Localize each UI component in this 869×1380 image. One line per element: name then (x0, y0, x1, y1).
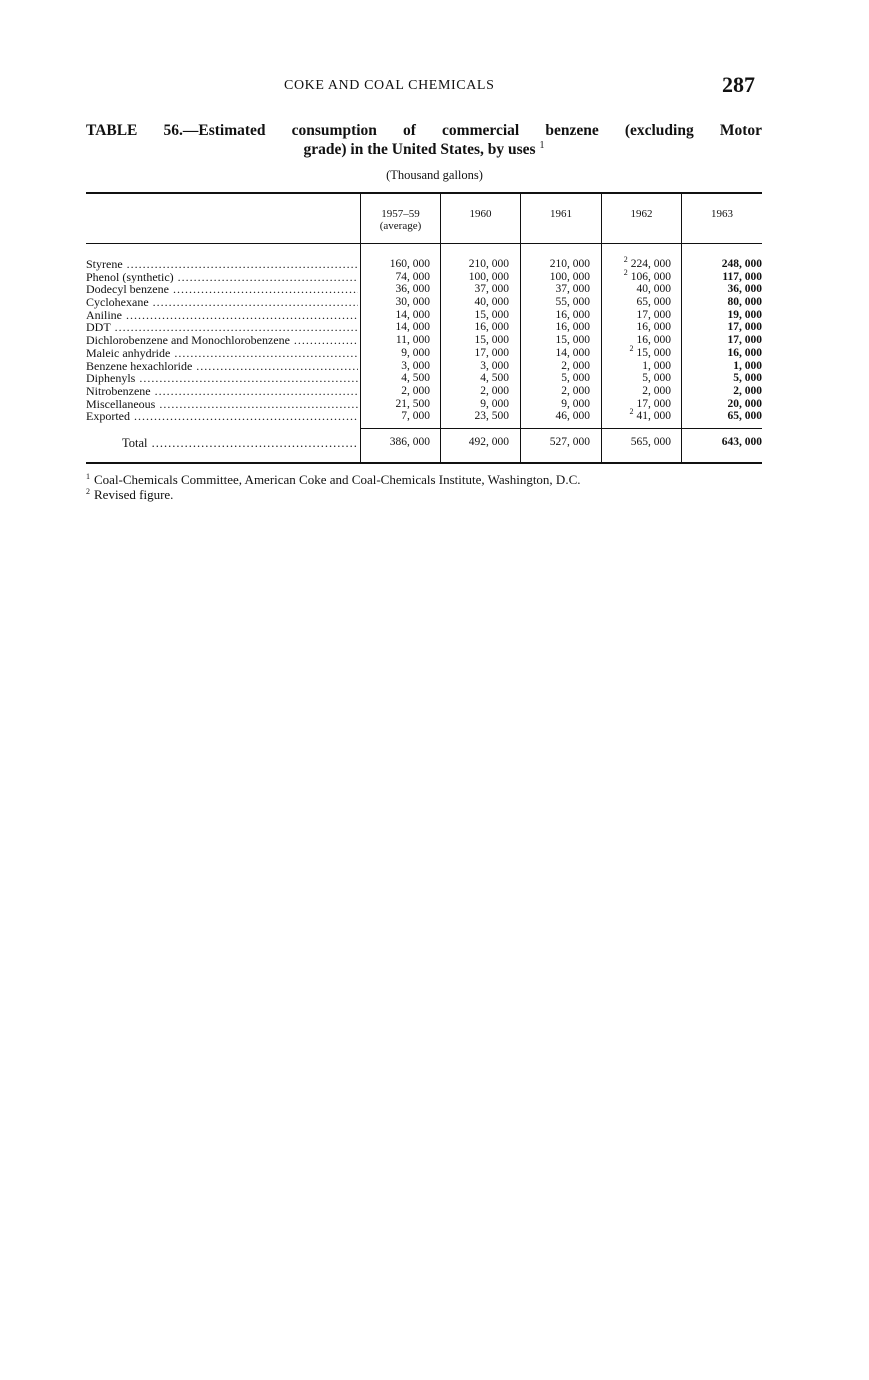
table-cell (692, 309, 762, 322)
table-cell (360, 296, 430, 309)
row-label: Miscellaneous ..... (86, 398, 358, 411)
cell-value: 37, 000 (474, 283, 509, 296)
table-cell (692, 385, 762, 398)
cell-value: 46, 000 (555, 410, 590, 423)
table-cell (601, 334, 671, 347)
cell-value: 80, 000 (727, 296, 762, 309)
table-cell (439, 309, 509, 322)
cell-value: 1, 000 (733, 359, 762, 372)
table-header-rule (86, 243, 762, 244)
table-row (86, 255, 762, 271)
row-label: Dichlorobenzene and Monochlorobenzene ..... (86, 334, 358, 347)
cell-value: 36, 000 (727, 283, 762, 296)
cell-value: 16, 000 (636, 334, 671, 347)
table-cell (692, 372, 762, 385)
cell-value: 16, 000 (636, 321, 671, 334)
row-label: Styrene ..... (86, 258, 358, 271)
table-cell (692, 321, 762, 334)
total-label: Total ..... (122, 436, 358, 451)
cell-value: 15, 000 (474, 334, 509, 347)
table-row (86, 360, 762, 373)
revised-footnote-mark: 2 (623, 267, 628, 277)
table-cell (692, 410, 762, 423)
table-row (86, 296, 762, 309)
table-cell (520, 258, 590, 271)
table-cell (439, 347, 509, 360)
table-cell (520, 271, 590, 284)
table-cell (601, 267, 671, 284)
column-header-1960: 1960 (469, 208, 492, 220)
table-units: (Thousand gallons) (386, 168, 483, 182)
cell-value: 5, 000 (733, 372, 762, 385)
table-cell (601, 372, 671, 385)
row-label: Exported ..... (86, 410, 358, 423)
table-row (86, 343, 762, 360)
revised-footnote-mark: 2 (623, 255, 628, 265)
cell-value: 55, 000 (555, 296, 590, 309)
table-cell (601, 309, 671, 322)
cell-value: 37, 000 (555, 283, 590, 296)
row-label: Phenol (synthetic) ..... (86, 271, 358, 284)
cell-value: 16, 000 (555, 321, 590, 334)
table-cell (360, 334, 430, 347)
table-cell (360, 372, 430, 385)
column-header-average: (average) (379, 220, 422, 232)
table-cell (692, 347, 762, 360)
revised-footnote-mark: 2 (629, 343, 634, 353)
table-cell (692, 334, 762, 347)
footnote (86, 472, 581, 487)
cell-value: 17, 000 (727, 334, 762, 347)
cell-value: 30, 000 (395, 296, 430, 309)
total-rule (361, 428, 762, 429)
table-row (86, 407, 762, 423)
table-row (86, 267, 762, 284)
table-cell (520, 347, 590, 360)
row-label: Benzene hexachloride ..... (86, 360, 358, 373)
table-bottom-rule (86, 462, 762, 464)
cell-value: 3, 000 (401, 359, 430, 372)
table-cell (692, 360, 762, 373)
footnote-text: Coal-Chemicals Committee, American Coke and Coal-Chemicals Institute, Washington, D.C. (94, 472, 581, 487)
cell-value: 9, 000 (480, 397, 509, 410)
cell-value: 36, 000 (395, 283, 430, 296)
table-cell (692, 258, 762, 271)
table-row (86, 283, 762, 296)
footnote-mark: 2 (86, 486, 90, 496)
table-cell (601, 296, 671, 309)
cell-value: 11, 000 (395, 334, 430, 347)
cell-value: 224, 000 (630, 258, 671, 270)
cell-value: 2, 000 (733, 384, 762, 397)
table-row (86, 309, 762, 322)
table-row (86, 398, 762, 411)
running-head: COKE AND COAL CHEMICALS (284, 78, 495, 93)
page-number: 287 (722, 72, 755, 97)
cell-value: 41, 000 (636, 410, 671, 423)
total-cell: 492, 000 (468, 436, 509, 448)
cell-value: 17, 000 (474, 346, 509, 359)
table-cell (360, 385, 430, 398)
cell-value: 40, 000 (636, 283, 671, 296)
table-cell (601, 343, 671, 360)
cell-value: 65, 000 (727, 410, 762, 423)
table-cell (439, 360, 509, 373)
table-cell (360, 360, 430, 373)
table-cell (520, 385, 590, 398)
cell-value: 15, 000 (636, 346, 671, 359)
table-cell (360, 309, 430, 322)
cell-value: 100, 000 (468, 270, 509, 283)
title-footnote-mark: 1 (539, 139, 545, 151)
table-cell (360, 283, 430, 296)
column-header-period: 1957–59 (381, 208, 420, 220)
cell-value: 15, 000 (555, 334, 590, 347)
cell-value: 17, 000 (636, 397, 671, 410)
cell-value: 23, 500 (474, 410, 509, 423)
table-row (86, 372, 762, 385)
row-label: Aniline ..... (86, 309, 358, 322)
row-label: Nitrobenzene ..... (86, 385, 358, 398)
table-cell (439, 283, 509, 296)
table-row (86, 385, 762, 398)
table-title-line2 (86, 140, 762, 159)
total-cell: 565, 000 (630, 436, 671, 448)
cell-value: 9, 000 (401, 346, 430, 359)
cell-value: 210, 000 (549, 258, 590, 270)
cell-value: 65, 000 (636, 296, 671, 309)
table-cell (601, 407, 671, 423)
table-cell (439, 271, 509, 284)
cell-value: 16, 000 (727, 346, 762, 359)
cell-value: 7, 000 (401, 410, 430, 423)
column-header-1957-59 (361, 208, 440, 232)
table-cell (520, 296, 590, 309)
row-label: Cyclohexane ..... (86, 296, 358, 309)
cell-value: 14, 000 (395, 321, 430, 334)
table-cell (360, 271, 430, 284)
table-cell (601, 321, 671, 334)
row-label: Dodecyl benzene ..... (86, 283, 358, 296)
cell-value: 16, 000 (555, 308, 590, 321)
cell-value: 248, 000 (721, 258, 762, 270)
footnote-mark: 1 (86, 471, 90, 481)
table-cell (520, 283, 590, 296)
table-cell (520, 309, 590, 322)
table-cell (601, 283, 671, 296)
table-row (86, 321, 762, 334)
table-cell (360, 321, 430, 334)
table-cell (439, 398, 509, 411)
cell-value: 2, 000 (401, 384, 430, 397)
total-row (86, 436, 762, 450)
total-cell: 527, 000 (549, 436, 590, 448)
column-header-1963: 1963 (711, 208, 733, 220)
table-title-line1: TABLE 56.—Estimated consumption of commercial benzene (excluding Motor (86, 122, 762, 139)
footnote-text: Revised figure. (94, 487, 174, 502)
table-cell (520, 321, 590, 334)
cell-value: 100, 000 (549, 270, 590, 283)
cell-value: 2, 000 (561, 359, 590, 372)
table-cell (692, 296, 762, 309)
table-cell (520, 410, 590, 423)
table-cell (360, 347, 430, 360)
cell-value: 19, 000 (727, 308, 762, 321)
cell-value: 5, 000 (561, 372, 590, 385)
table-body (86, 255, 762, 423)
table-cell (439, 334, 509, 347)
cell-value: 9, 000 (561, 397, 590, 410)
table-top-rule (86, 192, 762, 194)
table-cell (439, 372, 509, 385)
table-cell (520, 372, 590, 385)
table-cell (601, 360, 671, 373)
cell-value: 1, 000 (642, 359, 671, 372)
table-cell (360, 258, 430, 271)
footnotes (86, 472, 581, 502)
table-cell (601, 255, 671, 271)
cell-value: 21, 500 (395, 397, 430, 410)
cell-value: 5, 000 (642, 372, 671, 385)
table-cell (439, 258, 509, 271)
cell-value: 2, 000 (642, 384, 671, 397)
row-label: Diphenyls ..... (86, 372, 358, 385)
table-cell (520, 360, 590, 373)
table-cell (520, 398, 590, 411)
cell-value: 17, 000 (727, 321, 762, 334)
table-cell (692, 271, 762, 284)
table-cell (360, 398, 430, 411)
table-cell (439, 410, 509, 423)
table-cell (439, 296, 509, 309)
table-cell (692, 398, 762, 411)
cell-value: 17, 000 (636, 308, 671, 321)
cell-value: 15, 000 (474, 308, 509, 321)
cell-value: 4, 500 (401, 372, 430, 385)
cell-value: 210, 000 (468, 258, 509, 270)
table-cell (439, 385, 509, 398)
table-cell (601, 385, 671, 398)
row-label: Maleic anhydride ..... (86, 347, 358, 360)
table-cell (520, 334, 590, 347)
table-title (86, 121, 762, 159)
cell-value: 40, 000 (474, 296, 509, 309)
footnote (86, 487, 581, 502)
total-cell: 643, 000 (721, 436, 762, 448)
table-cell (692, 283, 762, 296)
row-label: DDT ..... (86, 321, 358, 334)
total-cell: 386, 000 (389, 436, 430, 448)
table-cell (360, 410, 430, 423)
cell-value: 106, 000 (630, 270, 671, 283)
table-cell (439, 321, 509, 334)
table-cell (601, 398, 671, 411)
cell-value: 2, 000 (480, 384, 509, 397)
cell-value: 2, 000 (561, 384, 590, 397)
cell-value: 14, 000 (555, 346, 590, 359)
cell-value: 117, 000 (722, 270, 762, 283)
revised-footnote-mark: 2 (629, 407, 634, 417)
cell-value: 3, 000 (480, 359, 509, 372)
cell-value: 74, 000 (395, 270, 430, 283)
table-title-line2-text: grade) in the United States, by uses (303, 141, 536, 158)
table-row (86, 334, 762, 347)
cell-value: 160, 000 (389, 258, 430, 270)
column-header-1962: 1962 (630, 208, 653, 220)
cell-value: 4, 500 (480, 372, 509, 385)
cell-value: 14, 000 (395, 308, 430, 321)
cell-value: 20, 000 (727, 397, 762, 410)
column-header-1961: 1961 (550, 208, 572, 220)
cell-value: 16, 000 (474, 321, 509, 334)
